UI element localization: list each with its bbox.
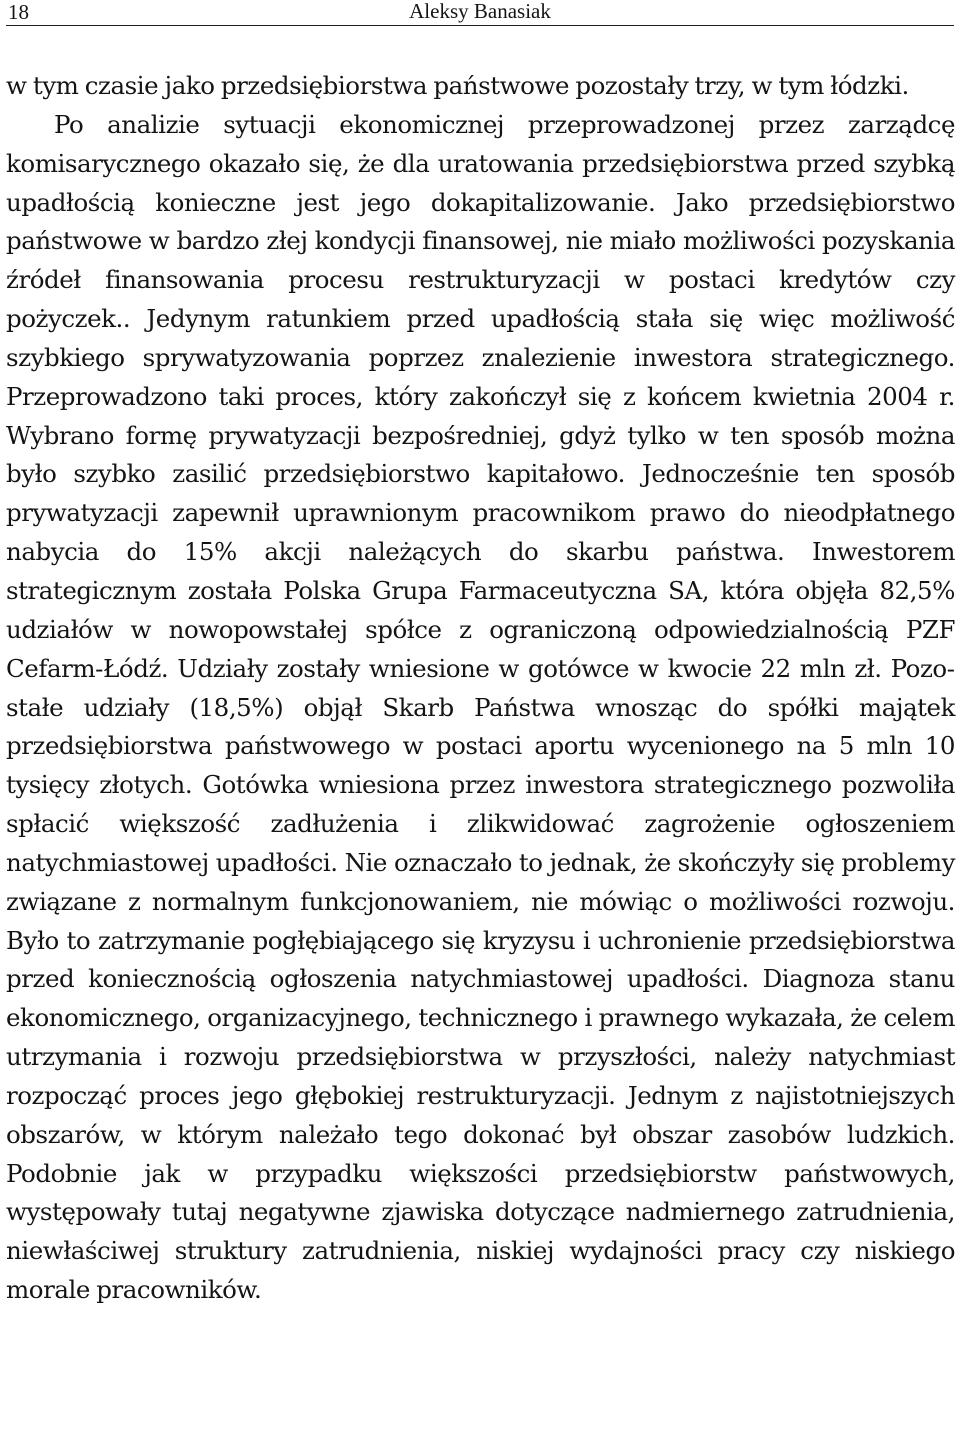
running-header-author: Aleksy Banasiak [409, 0, 551, 23]
paragraph-main: Po analizie sytuacji ekonomicznej przeprowadzonej przez zarządcę komisarycznego okazało się, że dla uratowania przedsiębiorstwa przed szybką upadłością konieczne jest jego dokapitalizowanie. Jako przedsiębiorstwo państwowe w bardzo złej kondycji finansowej, nie miało możliwości pozyskania źródeł finansowania procesu restrukturyzacji w postaci kredytów czy pożyczek.. Jedynym ratunkiem przed upadłością stała się więc możliwość szybkiego sprywatyzowania poprzez znalezienie inwestora strategicznego. Przeprowadzono taki proces, który zakończył się z końcem kwietnia 2004 r. Wybrano formę prywatyzacji bezpośredniej, gdyż tylko w ten sposób można było szybko zasilić przedsiębiorstwo kapitałowo. Jednocześnie ten sposób prywatyzacji zapewnił uprawnionym pracownikom prawo do nieodpłatnego nabycia do 15% akcji należących do skarbu państwa. Inwestorem strategicznym została Polska Grupa Farmaceutyczna SA, która objęła 82,5% udziałów w nowopowstałej spółce z ograniczoną odpowiedzialnością PZF Cefarm-Łódź. Udziały zostały wniesione w gotówce w kwocie 22 mln zł. Pozostałe udziały (18,5%) objął Skarb Państwa wnosząc do spółki majątek przedsiębiorstwa państwowego w postaci aportu wycenionego na 5 mln 10 tysięcy złotych. Gotówka wniesiona przez inwestora strategicznego pozwoliła spłacić większość zadłużenia i zlikwidować zagrożenie ogłoszeniem natychmiastowej upadłości. Nie oznaczało to jednak, że skończyły się problemy związane z normalnym funkcjonowaniem, nie mówiąc o możliwości rozwoju. Było to zatrzymanie pogłębiającego się kryzysu i uchronienie przedsiębiorstwa przed koniecznością ogłoszenia natychmiastowej upadłości. Diagnoza stanu ekonomicznego, organizacyjnego, technicznego i prawnego wykazała, że celem utrzymania i rozwoju przedsiębiorstwa w przyszłości, należy natychmiast rozpocząć proces jego głębokiej restrukturyzacji. Jednym z najistotniejszych obszarów, w którym należało tego dokonać był obszar zasobów ludzkich. Podobnie jak w przypadku większości przedsiębiorstw państwowych, występowały tutaj negatywne zjawiska dotyczące nadmiernego zatrudnienia, niewłaściwej struktury zatrudnienia, niskiej wydajności pracy czy niskiego morale pracowników. [6, 109, 955, 1305]
running-header [6, 0, 954, 26]
paragraph-continuation: w tym czasie jako przedsiębiorstwa państwowe pozostały trzy, w tym łódzki. [6, 71, 909, 100]
body-text [6, 67, 955, 1310]
page-number: 18 [8, 0, 29, 24]
